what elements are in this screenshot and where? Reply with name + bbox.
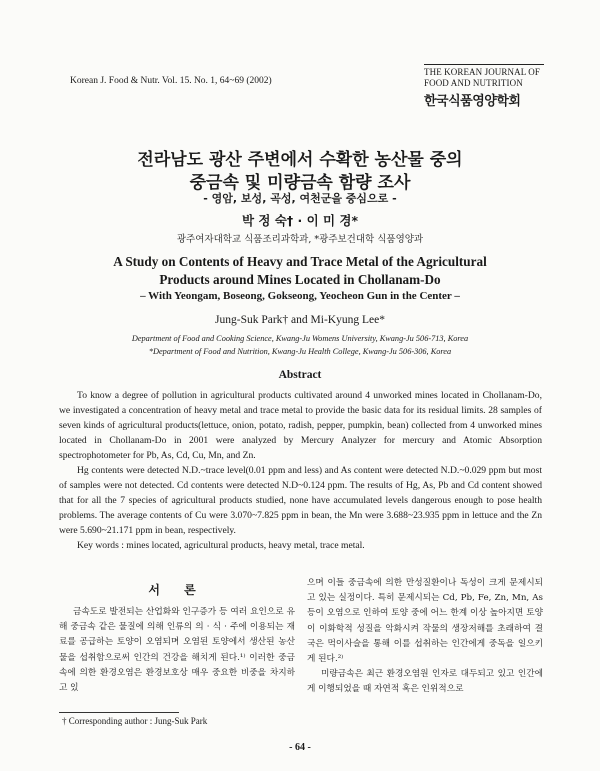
affiliation-ko: 광주여자대학교 식품조리과학과, *광주보건대학 식품영양과 (176, 234, 424, 245)
affiliation-en-line1: Department of Food and Cooking Science, Kwang-Ju Womens University, Kwang-Ju 506-713, Korea (131, 334, 469, 343)
citation: Korean J. Food & Nutr. Vol. 15. No. 1, 64~69 (2002) (70, 76, 272, 86)
body-paragraph: 금속도로 발전되는 산업화와 인구증가 등 여러 요인으로 유해 중금속 같은 물질에 의해 인류의 의 · 식 · 주에 이용되는 재료를 공급하는 토양이 오염되며 오염된 토양에서 생산된 농산물을 섭취함으로써 인간의 건강을 해치게 된다.¹⁾ 이러한 중금속에 의한 환경오염은 환경보호상 매우 중요한 비중을 차지하고 있 (59, 607, 295, 694)
section-heading: 서 론 (148, 583, 206, 597)
authors-ko: 박 정 숙† · 이 미 경* (241, 213, 359, 228)
subtitle-en: – With Yeongam, Boseong, Gokseong, Yeocheon Gun in the Center – (140, 290, 460, 302)
title-en-line2: Products around Mines Located in Chollanam-Do (159, 272, 441, 287)
journal-logo (424, 64, 544, 109)
title-ko-line1: 전라남도 광산 주변에서 수확한 농산물 중의 (137, 150, 463, 170)
journal-name-en-line2: FOOD AND NUTRITION (424, 77, 523, 88)
journal-name-ko: 한국식품영양학회 (424, 94, 521, 109)
keywords: Key words : mines located, agricultural products, heavy metal, trace metal. (77, 540, 365, 551)
abstract-body (59, 388, 542, 553)
title-en-line1: A Study on Contents of Heavy and Trace Metal of the Agricultural (113, 254, 487, 269)
page-number: - 64 - (289, 742, 311, 753)
abstract-paragraph-2: Hg contents were detected N.D.~trace level(0.01 ppm and less) and As content were detected N.D.~0.029 ppm but most of samples were not detected. Cd contents were detected N.D~0.124 ppm. The results of Hg, As, Pb and Cd content showed that for all the 7 species of agricultural products studied, none have accumulated levels dangerous enough to pose health problems. The average contents of Cu were 3.070~7.825 ppm in bean, the Mn were 3.688~23.935 ppm in lettuce and the Zn were 5.690~21.171 ppm in bean, respectively. (59, 465, 542, 536)
body-paragraph: 으며 이들 중금속에 의한 만성질환이나 독성이 크게 문제시되고 있는 실정이다. 특히 문제시되는 Cd, Pb, Fe, Zn, Mn, As 등이 오염으로 인하여 토양 중에 어느 한계 이상 높아지면 토양이 이화학적 성질을 악화시켜 작물의 생장저해를 초래하여 결국은 먹이사슬을 통해 이를 섭취하는 인간에게 중독을 일으키게 된다.²⁾ (307, 578, 543, 665)
body-paragraph: 미량금속은 최근 환경오염원 인자로 대두되고 있고 인간에게 이행되었을 때 자연적 혹은 인위적으로 (307, 669, 543, 695)
title-ko-line2: 중금속 및 미량금속 함량 조사 (189, 173, 411, 193)
footnote: † Corresponding author : Jung-Suk Park (62, 716, 208, 726)
journal-name-en (424, 64, 544, 88)
affiliation-en-line2: *Department of Food and Nutrition, Kwang-Ju Health College, Kwang-Ju 506-306, Korea (148, 347, 452, 356)
abstract-paragraph-1: To know a degree of pollution in agricultural products cultivated around 4 unworked mines located in Chollanam-Do, we investigated a concentration of heavy metal and trace metal to provide the basic data for its residual limits. 28 samples of seven kinds of agricultural products(lettuce, onion, potato, radish, pepper, pumpkin, bean) collected from 4 unworked mines located in Chollanam-Do in 2001 were analyzed by Mercury Analyzer for mercury and Atomic Absorption spectrophotometer for Pb, As, Cd, Cu, Mn, and Zn. (59, 390, 542, 461)
footnote-divider (59, 712, 179, 713)
subtitle-ko: - 영암, 보성, 곡성, 여천군을 중심으로 - (203, 192, 397, 205)
abstract-heading: Abstract (278, 369, 322, 381)
authors-en: Jung-Suk Park† and Mi-Kyung Lee* (215, 314, 385, 326)
body-column-left (59, 605, 295, 696)
journal-name-en-line1: THE KOREAN JOURNAL OF (424, 67, 541, 77)
body-column-right (307, 576, 543, 698)
